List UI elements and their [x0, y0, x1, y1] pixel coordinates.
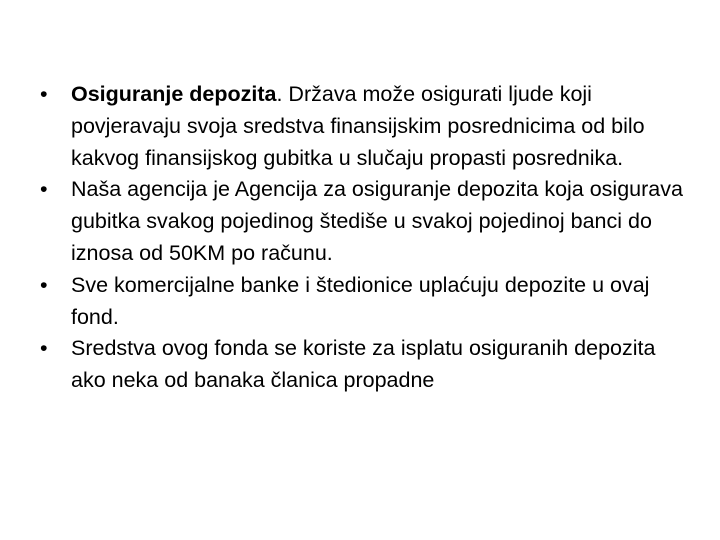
bullet-text: Sredstva ovog fonda se koriste za isplatu osiguranih depozita ako neka od banaka članica propadne [71, 336, 656, 393]
bullet-list [40, 79, 690, 397]
bullet-item [40, 270, 690, 334]
bullet-item [40, 79, 690, 174]
bullet-item [40, 174, 690, 269]
bullet-marker: • [40, 336, 48, 361]
bullet-bold-lead: Osiguranje depozita [71, 82, 277, 106]
bullet-text: Sve komercijalne banke i štedionice uplaćuju depozite u ovaj fond. [71, 272, 650, 329]
bullet-text [71, 79, 690, 174]
bullet-text: Naša agencija je Agencija za osiguranje depozita koja osigurava gubitka svakog pojedinog štediše u svakoj pojedinoj banci do iznosa od 50KM po računu. [71, 177, 683, 265]
bullet-marker: • [40, 272, 48, 297]
bullet-item [40, 333, 690, 397]
bullet-body: . Država može osigurati ljude koji povjeravaju svoja sredstva finansijskim posrednicima od bilo kakvog finansijskog gubitka u slučaju propasti posrednika. [71, 82, 645, 170]
bullet-marker: • [40, 177, 48, 202]
bullet-marker: • [40, 82, 48, 106]
